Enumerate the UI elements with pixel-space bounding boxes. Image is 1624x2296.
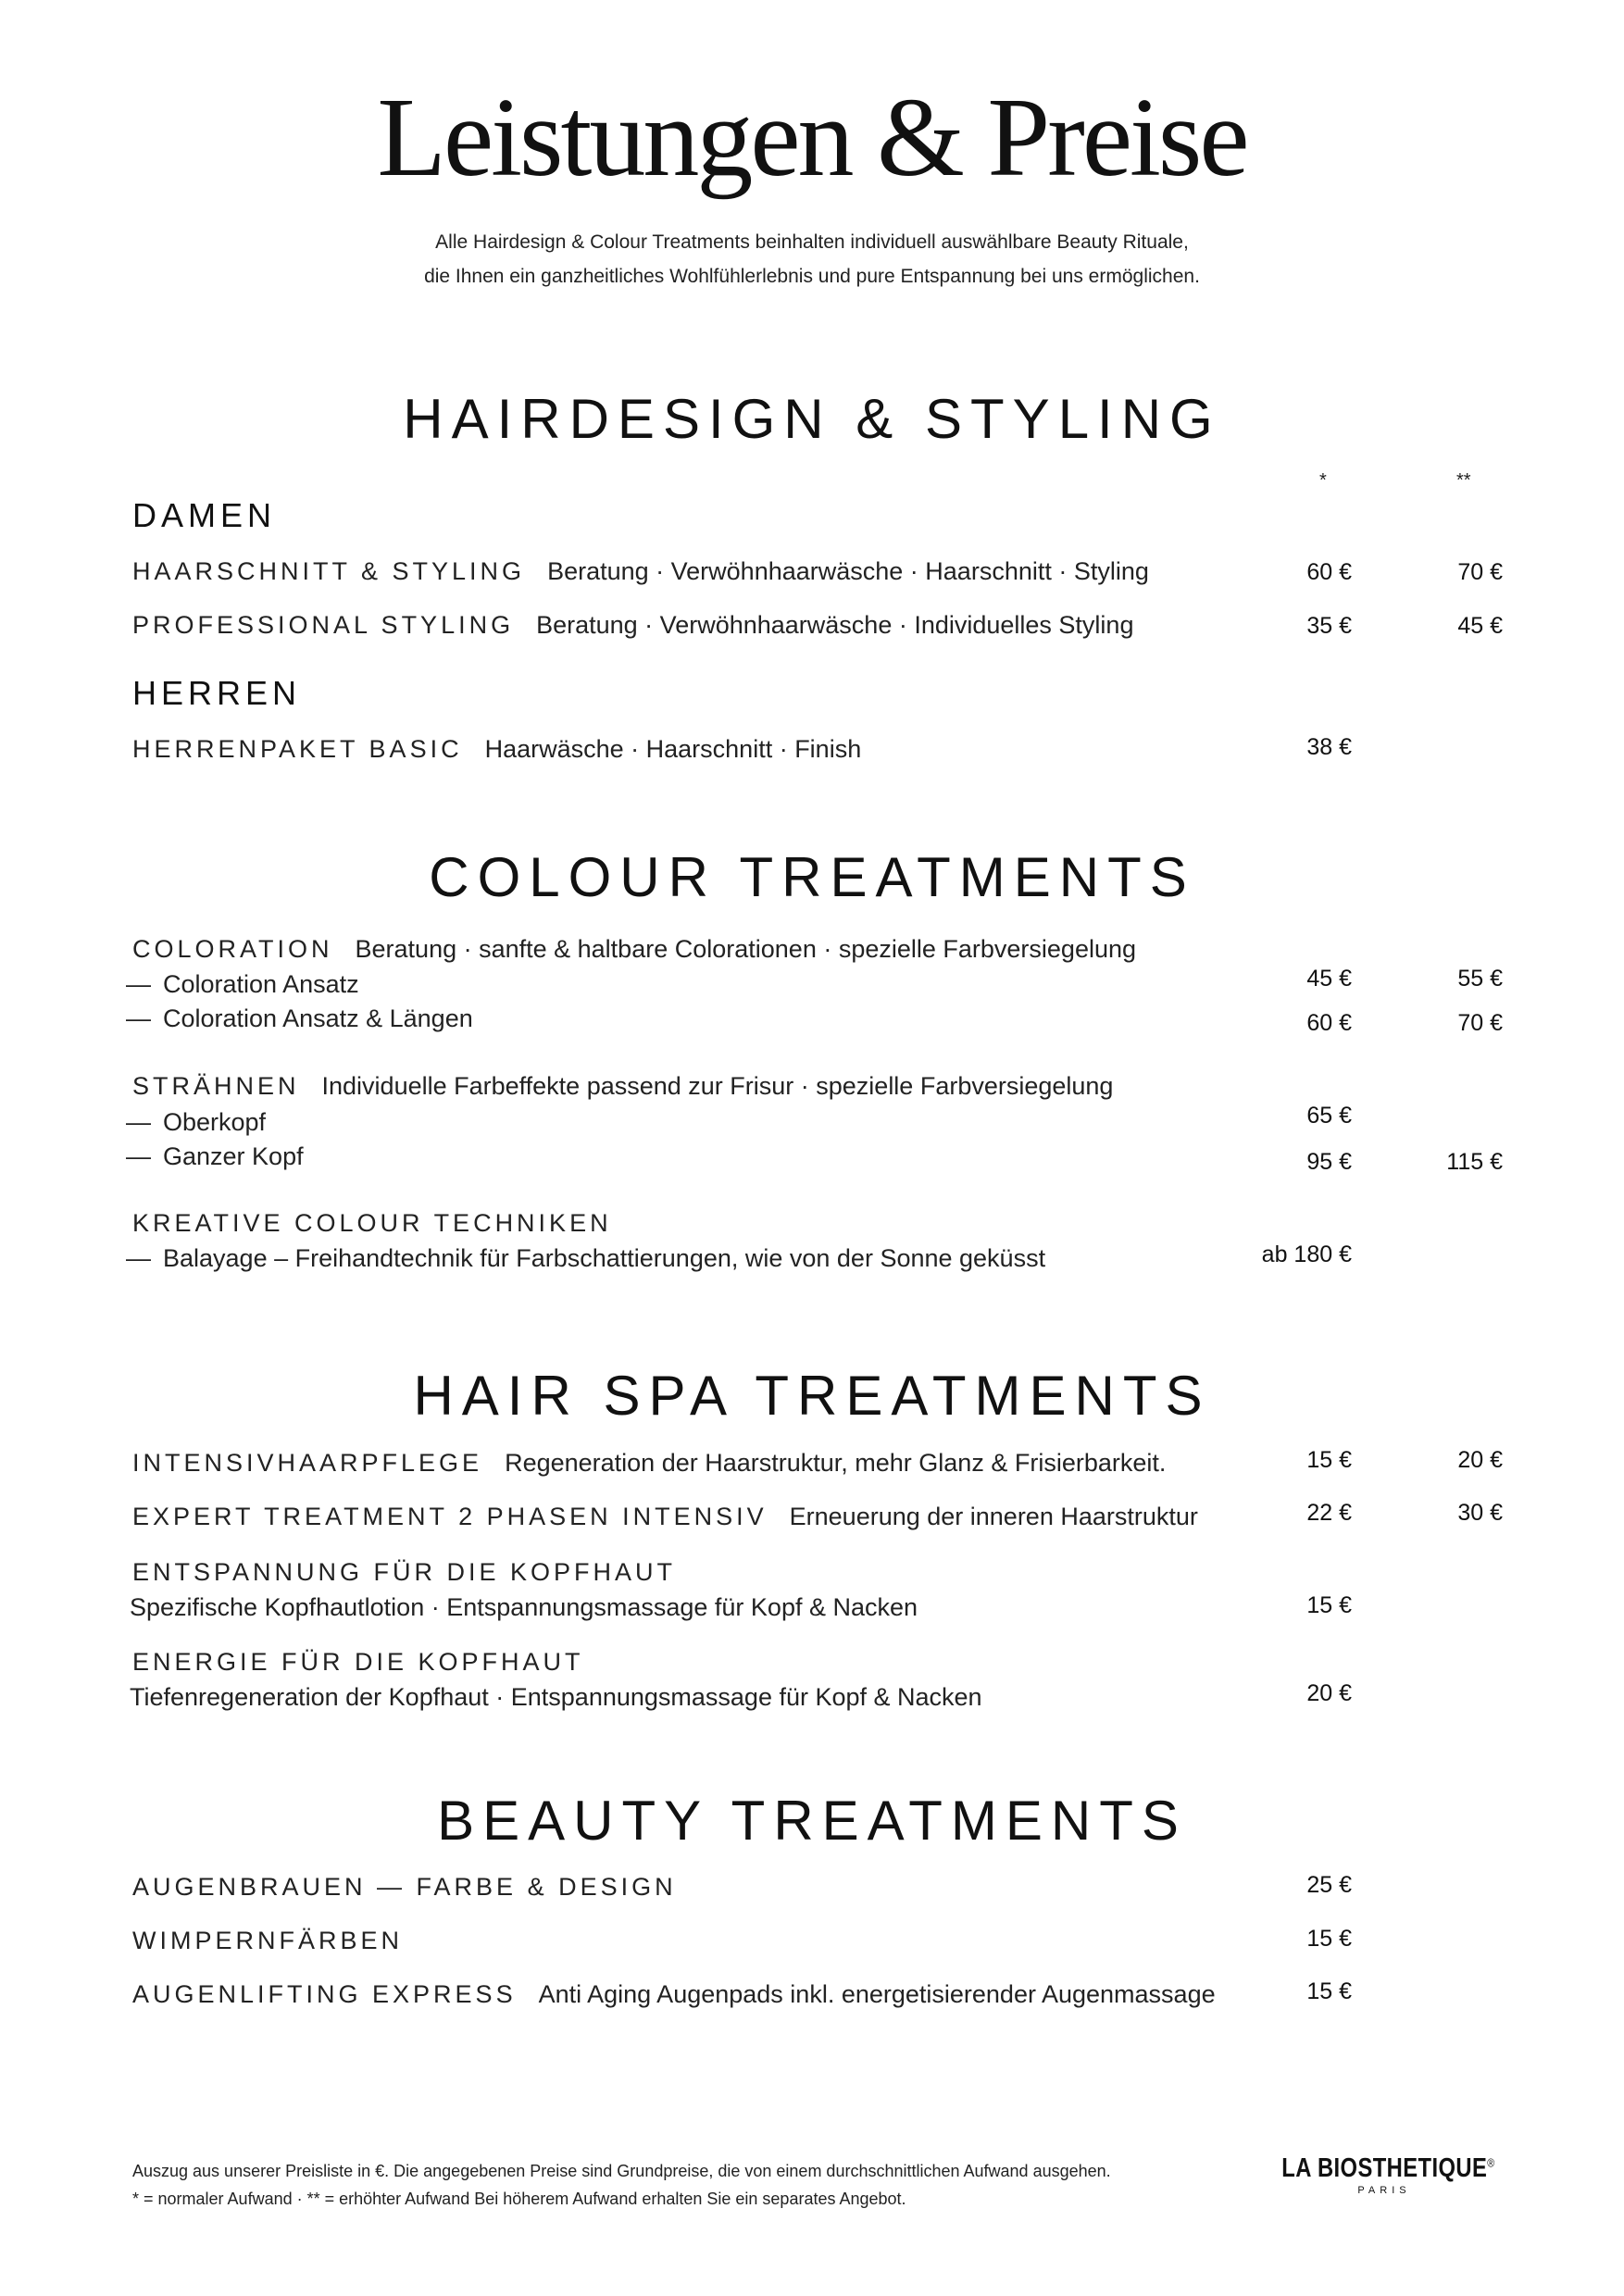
sub-item-ganzer-kopf: — Ganzer Kopf [126, 1142, 304, 1170]
service-row-augenlifting [132, 1980, 1216, 2009]
price-increased: 55 € [1457, 966, 1503, 992]
price-normal: 15 € [1306, 1926, 1352, 1952]
price-increased: 45 € [1457, 613, 1503, 639]
footer-note-line-1: Auszug aus unserer Preisliste in €. Die angegebenen Preise sind Grundpreise, die von einem durchschnittlichen Aufwand ausgehen. [132, 2162, 1111, 2180]
price-column-normal-header: * [1319, 470, 1327, 491]
price-increased: 70 € [1457, 1010, 1503, 1036]
section-title-beauty: BEAUTY TREATMENTS [437, 1790, 1187, 1852]
sub-item-balayage: — Balayage – Freihandtechnik für Farbschattierungen, wie von der Sonne geküsst [126, 1244, 1046, 1272]
service-name: HAARSCHNITT & STYLING [132, 557, 526, 585]
service-description: Individuelle Farbeffekte passend zur Frisur · spezielle Farbversiegelung [321, 1072, 1114, 1100]
service-description: Anti Aging Augenpads inkl. energetisierender Augenmassage [538, 1980, 1216, 2008]
service-description: Erneuerung der inneren Haarstruktur [789, 1503, 1198, 1530]
intro-text-line-1: Alle Hairdesign & Colour Treatments beinhalten individuell auswählbare Beauty Rituale, [435, 231, 1189, 253]
price-normal: 15 € [1306, 1592, 1352, 1618]
brand-logo [1259, 2153, 1509, 2196]
service-name: KREATIVE COLOUR TECHNIKEN [132, 1209, 612, 1237]
price-increased: 20 € [1457, 1447, 1503, 1473]
service-row-coloration [132, 935, 1136, 964]
sub-item-coloration-ansatz: — Coloration Ansatz [126, 970, 359, 998]
intro-text-line-2: die Ihnen ein ganzheitliches Wohlfühlerlebnis und pure Entspannung bei uns ermöglichen. [424, 266, 1200, 287]
sub-item-label: Coloration Ansatz & Längen [163, 1004, 473, 1032]
sub-item-coloration-laengen: — Coloration Ansatz & Längen [126, 1004, 473, 1032]
price-normal: 60 € [1306, 559, 1352, 585]
service-name: AUGENLIFTING EXPRESS [132, 1980, 517, 2008]
footer-note-line-2: * = normaler Aufwand · ** = erhöhter Aufwand Bei höherem Aufwand erhalten Sie ein separates Angebot. [132, 2190, 906, 2208]
service-description: Haarwäsche · Haarschnitt · Finish [484, 735, 862, 763]
service-row-kreative-colour [132, 1209, 612, 1238]
service-row-professional-styling [132, 611, 1133, 640]
service-description: Beratung · Verwöhnhaarwäsche · Individuelles Styling [536, 611, 1134, 639]
service-name-energie: ENERGIE FÜR DIE KOPFHAUT [132, 1648, 584, 1676]
sub-item-label: Coloration Ansatz [163, 970, 359, 998]
price-normal: ab 180 € [1261, 1242, 1352, 1267]
service-name: INTENSIVHAARPFLEGE [132, 1449, 483, 1477]
price-normal: 15 € [1306, 1447, 1352, 1473]
service-description-energie: Tiefenregeneration der Kopfhaut · Entspannungsmassage für Kopf & Nacken [130, 1683, 982, 1711]
price-normal: 35 € [1306, 613, 1352, 639]
service-name-wimpernfaerben: WIMPERNFÄRBEN [132, 1927, 404, 1954]
service-row-herrenpaket [132, 735, 861, 764]
price-column-increased-header: ** [1456, 470, 1471, 491]
page-title: Leistungen & Preise [377, 75, 1247, 200]
sub-item-label: Balayage – Freihandtechnik für Farbschattierungen, wie von der Sonne geküsst [163, 1244, 1046, 1272]
price-normal: 22 € [1306, 1500, 1352, 1526]
service-row-intensivhaarpflege [132, 1449, 1166, 1478]
logo-subline: PARIS [1357, 2185, 1411, 2196]
price-normal: 95 € [1306, 1149, 1352, 1175]
price-normal: 38 € [1306, 734, 1352, 760]
service-name-entspannung: ENTSPANNUNG FÜR DIE KOPFHAUT [132, 1558, 677, 1586]
service-name: PROFESSIONAL STYLING [132, 611, 515, 639]
price-normal: 25 € [1306, 1872, 1352, 1898]
service-name-augenbrauen: AUGENBRAUEN — FARBE & DESIGN [132, 1873, 677, 1901]
service-description-entspannung: Spezifische Kopfhautlotion · Entspannungsmassage für Kopf & Nacken [130, 1593, 918, 1621]
price-normal: 15 € [1306, 1978, 1352, 2004]
price-normal: 65 € [1306, 1103, 1352, 1129]
price-increased: 70 € [1457, 559, 1503, 585]
service-description: Beratung · sanfte & haltbare Colorationen · spezielle Farbversiegelung [355, 935, 1137, 963]
group-heading-herren: HERREN [132, 674, 302, 712]
price-normal: 20 € [1306, 1680, 1352, 1706]
service-row-expert-treatment [132, 1503, 1198, 1531]
section-title-colour: COLOUR TREATMENTS [429, 846, 1195, 908]
service-name: COLORATION [132, 935, 333, 963]
service-name: HERRENPAKET BASIC [132, 735, 463, 763]
service-name: EXPERT TREATMENT 2 PHASEN INTENSIV [132, 1503, 768, 1530]
price-increased: 30 € [1457, 1500, 1503, 1526]
price-normal: 60 € [1306, 1010, 1352, 1036]
sub-item-label: Ganzer Kopf [163, 1142, 304, 1170]
section-title-hairdesign: HAIRDESIGN & STYLING [403, 388, 1221, 450]
section-title-hair-spa: HAIR SPA TREATMENTS [413, 1365, 1211, 1427]
group-heading-damen: DAMEN [132, 496, 277, 534]
service-description: Beratung · Verwöhnhaarwäsche · Haarschnitt · Styling [547, 557, 1149, 585]
service-description: Regeneration der Haarstruktur, mehr Glanz & Frisierbarkeit. [505, 1449, 1167, 1477]
service-name: STRÄHNEN [132, 1072, 300, 1100]
registered-mark: ® [1487, 2155, 1495, 2170]
service-row-straehnen [132, 1072, 1113, 1101]
service-row-haarschnitt [132, 557, 1149, 586]
logo-wordmark: LA BIOSTHETIQUE [1281, 2153, 1488, 2183]
price-normal: 45 € [1306, 966, 1352, 992]
sub-item-oberkopf: — Oberkopf [126, 1108, 267, 1136]
sub-item-label: Oberkopf [163, 1108, 267, 1136]
price-increased: 115 € [1446, 1149, 1503, 1175]
